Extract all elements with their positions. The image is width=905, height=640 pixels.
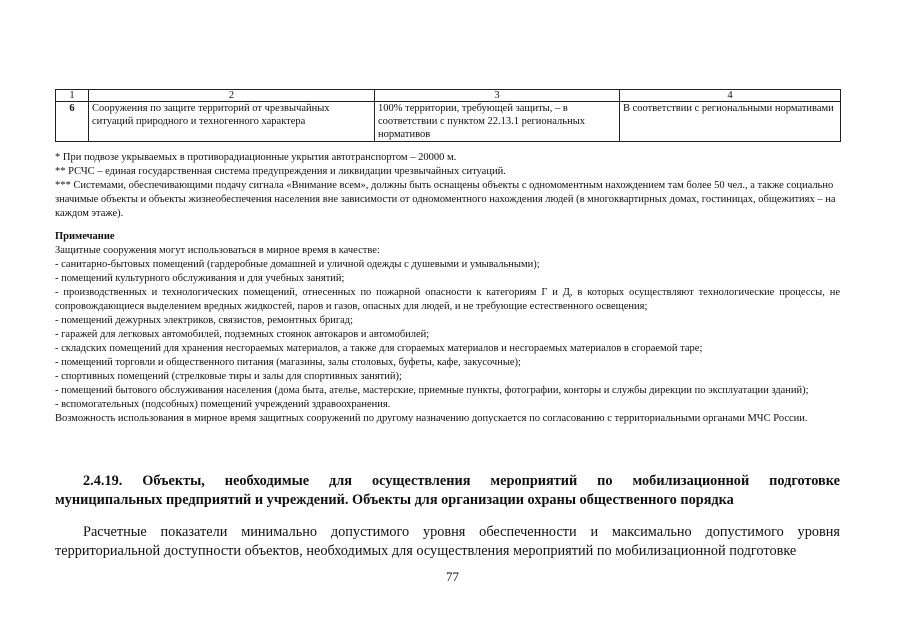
norm-reference-cell: В соответствии с региональными нормативами [620, 102, 841, 142]
table-header-row [56, 90, 841, 102]
body-paragraph [55, 523, 840, 561]
note-intro: Защитные сооружения могут использоваться в мирное время в качестве: [55, 245, 380, 256]
footnote-3: *** Системами, обеспечивающими подачу сигнала «Внимание всем», должны быть оснащены объекты с одномоментным нахождением там более 50 чел., а также социально значимые объекты и объекты жизнеобеспечения населения вне зависимости от одномоментного нахождения людей (в многоквартирных домах, гостиницах, общежитиях – на каждом этаже). [55, 180, 836, 219]
table-header-cell: 3 [375, 90, 620, 102]
table-row [56, 102, 841, 142]
coverage-cell: 100% территории, требующей защиты, – в соответствии с пунктом 22.13.1 региональных нормативов [375, 102, 620, 142]
note-item: - производственных и технологических помещений, отнесенных по пожарной опасности к категориям Г и Д, в которых осуществляют технологические процессы, не сопровождающиеся выделением вредных жидкостей, паров и газов, опасных для людей, и не требующие естественного освещения; [55, 287, 840, 312]
table-header-cell: 2 [89, 90, 375, 102]
footnote-2: ** РСЧС – единая государственная система предупреждения и ликвидации чрезвычайных ситуаций. [55, 166, 506, 177]
requirements-table [55, 89, 841, 142]
page-number: 77 [446, 569, 459, 584]
section-heading [55, 472, 840, 510]
note-item: - помещений дежурных электриков, связистов, ремонтных бригад; [55, 315, 354, 326]
body-line-2: территориальной доступности объектов, необходимых для осуществления мероприятий по мобилизационной подготовке [55, 543, 797, 559]
footnote-1: * При подвозе укрываемых в противорадиационные укрытия автотранспортом – 20000 м. [55, 152, 457, 163]
note-item: - помещений торговли и общественного питания (магазины, залы столовых, буфеты, кафе, закусочные); [55, 357, 521, 368]
note-item: - помещений культурного обслуживания и для учебных занятий; [55, 273, 345, 284]
note-item: - вспомогательных (подсобных) помещений учреждений здравоохранения. [55, 399, 391, 410]
footnotes [55, 151, 845, 221]
note-closing: Возможность использования в мирное время защитных сооружений по другому назначению допускается по согласованию с территориальными органами МЧС России. [55, 413, 808, 424]
row-number-cell: 6 [56, 102, 89, 142]
note-block [55, 230, 840, 426]
note-item: - помещений бытового обслуживания населения (дома быта, ателье, мастерские, приемные пункты, фотографии, конторы и службы дирекции по эксплуатации зданий); [55, 385, 809, 396]
note-item: - складских помещений для хранения несгораемых материалов, а также для сгораемых материалов и несгораемых материалов в сгораемой таре; [55, 343, 703, 354]
section-heading-line-1: 2.4.19. Объекты, необходимые для осуществления мероприятий по мобилизационной подготовке [83, 473, 840, 489]
note-item: - спортивных помещений (стрелковые тиры и залы для спортивных занятий); [55, 371, 402, 382]
note-title: Примечание [55, 231, 115, 242]
table-header-cell: 1 [56, 90, 89, 102]
note-item: - санитарно-бытовых помещений (гардеробные домашней и уличной одежды с душевыми и умывальными); [55, 259, 540, 270]
note-item: - гаражей для легковых автомобилей, подземных стоянок автокаров и автомобилей; [55, 329, 430, 340]
table-header-cell: 4 [620, 90, 841, 102]
object-name-cell: Сооружения по защите территорий от чрезвычайных ситуаций природного и техногенного характера [89, 102, 375, 142]
body-line-1: Расчетные показатели минимально допустимого уровня обеспеченности и максимально допустимого уровня [83, 524, 840, 540]
section-heading-line-2: муниципальных предприятий и учреждений. Объекты для организации охраны общественного порядка [55, 492, 734, 508]
